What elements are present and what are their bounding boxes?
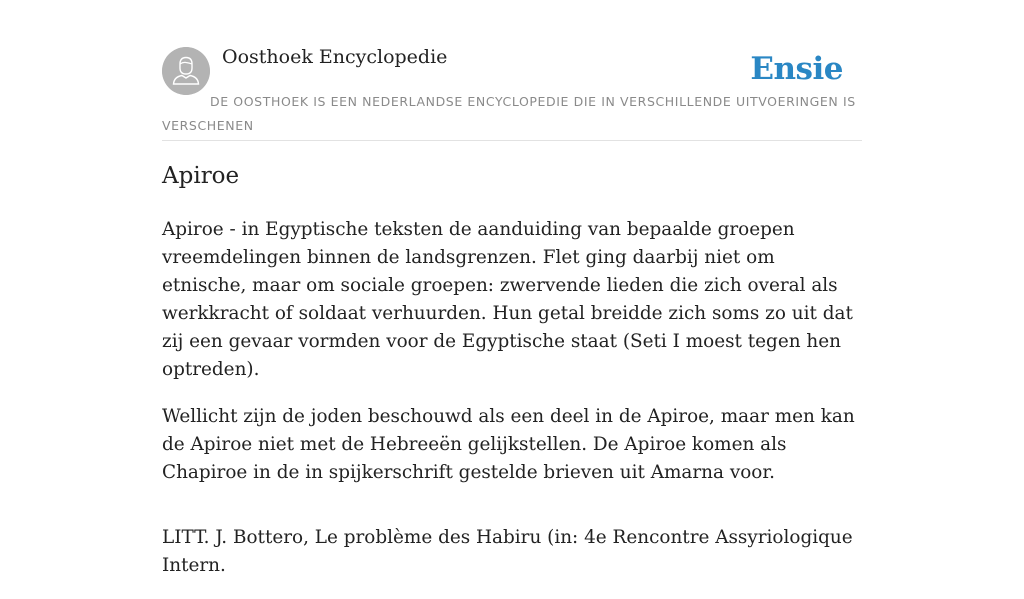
- article-title: Apiroe: [162, 163, 240, 189]
- site-header: [162, 0, 862, 141]
- site-name[interactable]: Oosthoek Encyclopedie: [222, 46, 448, 68]
- article-body: [162, 216, 862, 599]
- user-icon[interactable]: [162, 47, 210, 95]
- article-paragraph: Apiroe - in Egyptische teksten de aanduiding van bepaalde groepen vreemdelingen binnen de landsgrenzen. Flet ging daarbij niet om etnische, maar om sociale groepen: zwervende lieden die zich overal als werkkracht of soldaat verhuurden. Hun getal breidde zich soms zo uit dat zij een gevaar vormden voor de Egyptische staat (Seti I moest tegen hen optreden).: [162, 219, 853, 380]
- site-tagline: DE OOSTHOEK IS EEN NEDERLANDSE ENCYCLOPEDIE DIE IN VERSCHILLENDE UITVOERINGEN IS VERSCHENEN: [162, 94, 856, 133]
- article-literature: LITT. J. Bottero, Le problème des Habiru (in: 4e Rencontre Assyriologique Intern.: [162, 527, 853, 576]
- site-logo[interactable]: Ensie: [750, 51, 843, 87]
- article-page: [162, 0, 862, 576]
- article-paragraph: Wellicht zijn de joden beschouwd als een deel in de Apiroe, maar men kan de Apiroe niet met de Hebreeën gelijkstellen. De Apiroe komen als Chapiroe in de in spijkerschrift gestelde brieven uit Amarna voor.: [162, 406, 855, 483]
